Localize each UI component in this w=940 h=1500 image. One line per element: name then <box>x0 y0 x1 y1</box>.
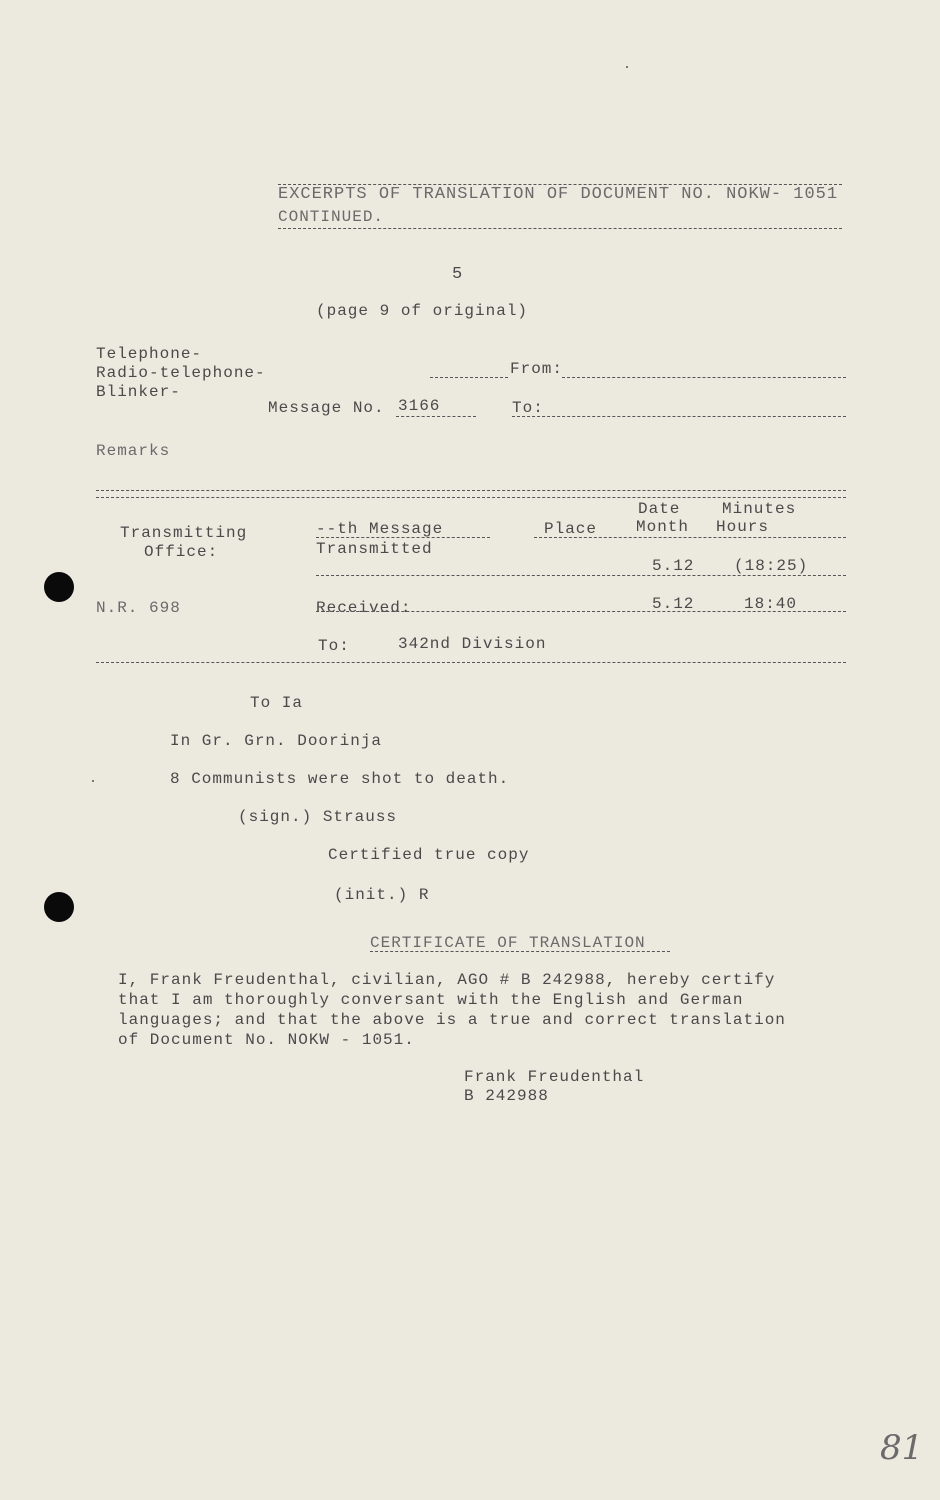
body-line-to: To Ia <box>250 694 304 712</box>
transmitted-date: 5.12 <box>652 557 695 575</box>
transmitting-office-label-2: Office: <box>144 543 219 561</box>
to-label: To: <box>512 399 544 417</box>
certificate-line-1: I, Frank Freudenthal, civilian, AGO # B 242988, hereby certify <box>118 971 776 989</box>
stray-mark <box>626 66 628 68</box>
page-note: (page 9 of original) <box>316 302 529 320</box>
with-message-label-1: --th Message <box>316 520 444 538</box>
document-title-line2: CONTINUED. <box>278 208 385 226</box>
col-minutes-label: Minutes <box>722 500 797 518</box>
with-message-underline <box>316 537 490 538</box>
transmitted-time: (18:25) <box>734 557 809 575</box>
received-time: 18:40 <box>744 595 798 613</box>
body-line-certified: Certified true copy <box>328 846 530 864</box>
body-line-initials: (init.) R <box>334 886 430 904</box>
message-no-underline <box>396 416 476 417</box>
certificate-title: CERTIFICATE OF TRANSLATION <box>370 934 646 952</box>
message-no-value: 3166 <box>398 397 441 415</box>
message-type-telephone: Telephone- <box>96 345 203 363</box>
from-line-right <box>562 377 846 378</box>
col-date-label: Date <box>638 500 681 518</box>
nr-label: N.R. 698 <box>96 599 181 617</box>
separator-line-1 <box>96 490 846 491</box>
separator-line-3 <box>96 662 846 663</box>
place-label: Place <box>544 520 598 538</box>
page-number: 5 <box>452 265 464 284</box>
body-line-message: 8 Communists were shot to death. <box>170 770 510 788</box>
punch-hole-bottom <box>44 892 74 922</box>
separator-line-2 <box>96 497 846 498</box>
transmitting-office-label-1: Transmitting <box>120 524 248 542</box>
message-type-blinker: Blinker- <box>96 383 181 401</box>
received-label: Received: <box>316 599 412 617</box>
certificate-title-underline <box>370 951 670 952</box>
body-line-location: In Gr. Grn. Doorinja <box>170 732 383 750</box>
col-month-label: Month <box>636 518 690 536</box>
from-line-left <box>430 377 508 378</box>
certificate-line-4: of Document No. NOKW - 1051. <box>118 1031 415 1049</box>
to-line <box>512 416 846 417</box>
message-type-radio: Radio-telephone- <box>96 364 266 382</box>
body-line-signature: (sign.) Strauss <box>238 808 398 826</box>
remarks-label: Remarks <box>96 442 171 460</box>
certificate-line-3: languages; and that the above is a true and correct translation <box>118 1011 786 1029</box>
received-date: 5.12 <box>652 595 695 613</box>
handwritten-page-number: 81 <box>880 1428 924 1468</box>
with-message-label-2: Transmitted <box>316 540 433 558</box>
col-hours-label: Hours <box>716 518 770 536</box>
stray-mark-2 <box>92 780 94 782</box>
to2-label: To: <box>318 637 350 655</box>
signer-name: Frank Freudenthal <box>464 1068 645 1086</box>
message-no-label: Message No. <box>268 399 385 417</box>
transmitted-row-line <box>316 575 846 576</box>
from-label: From: <box>510 360 564 378</box>
document-title-line1: EXCERPTS OF TRANSLATION OF DOCUMENT NO. NOKW- 1051 <box>278 185 839 204</box>
title-underline-2 <box>278 228 842 229</box>
signer-id: B 242988 <box>464 1087 549 1105</box>
punch-hole-top <box>44 572 74 602</box>
title-underline-1 <box>278 184 842 185</box>
certificate-line-2: that I am thoroughly conversant with the English and German <box>118 991 744 1009</box>
to2-value: 342nd Division <box>398 635 547 653</box>
